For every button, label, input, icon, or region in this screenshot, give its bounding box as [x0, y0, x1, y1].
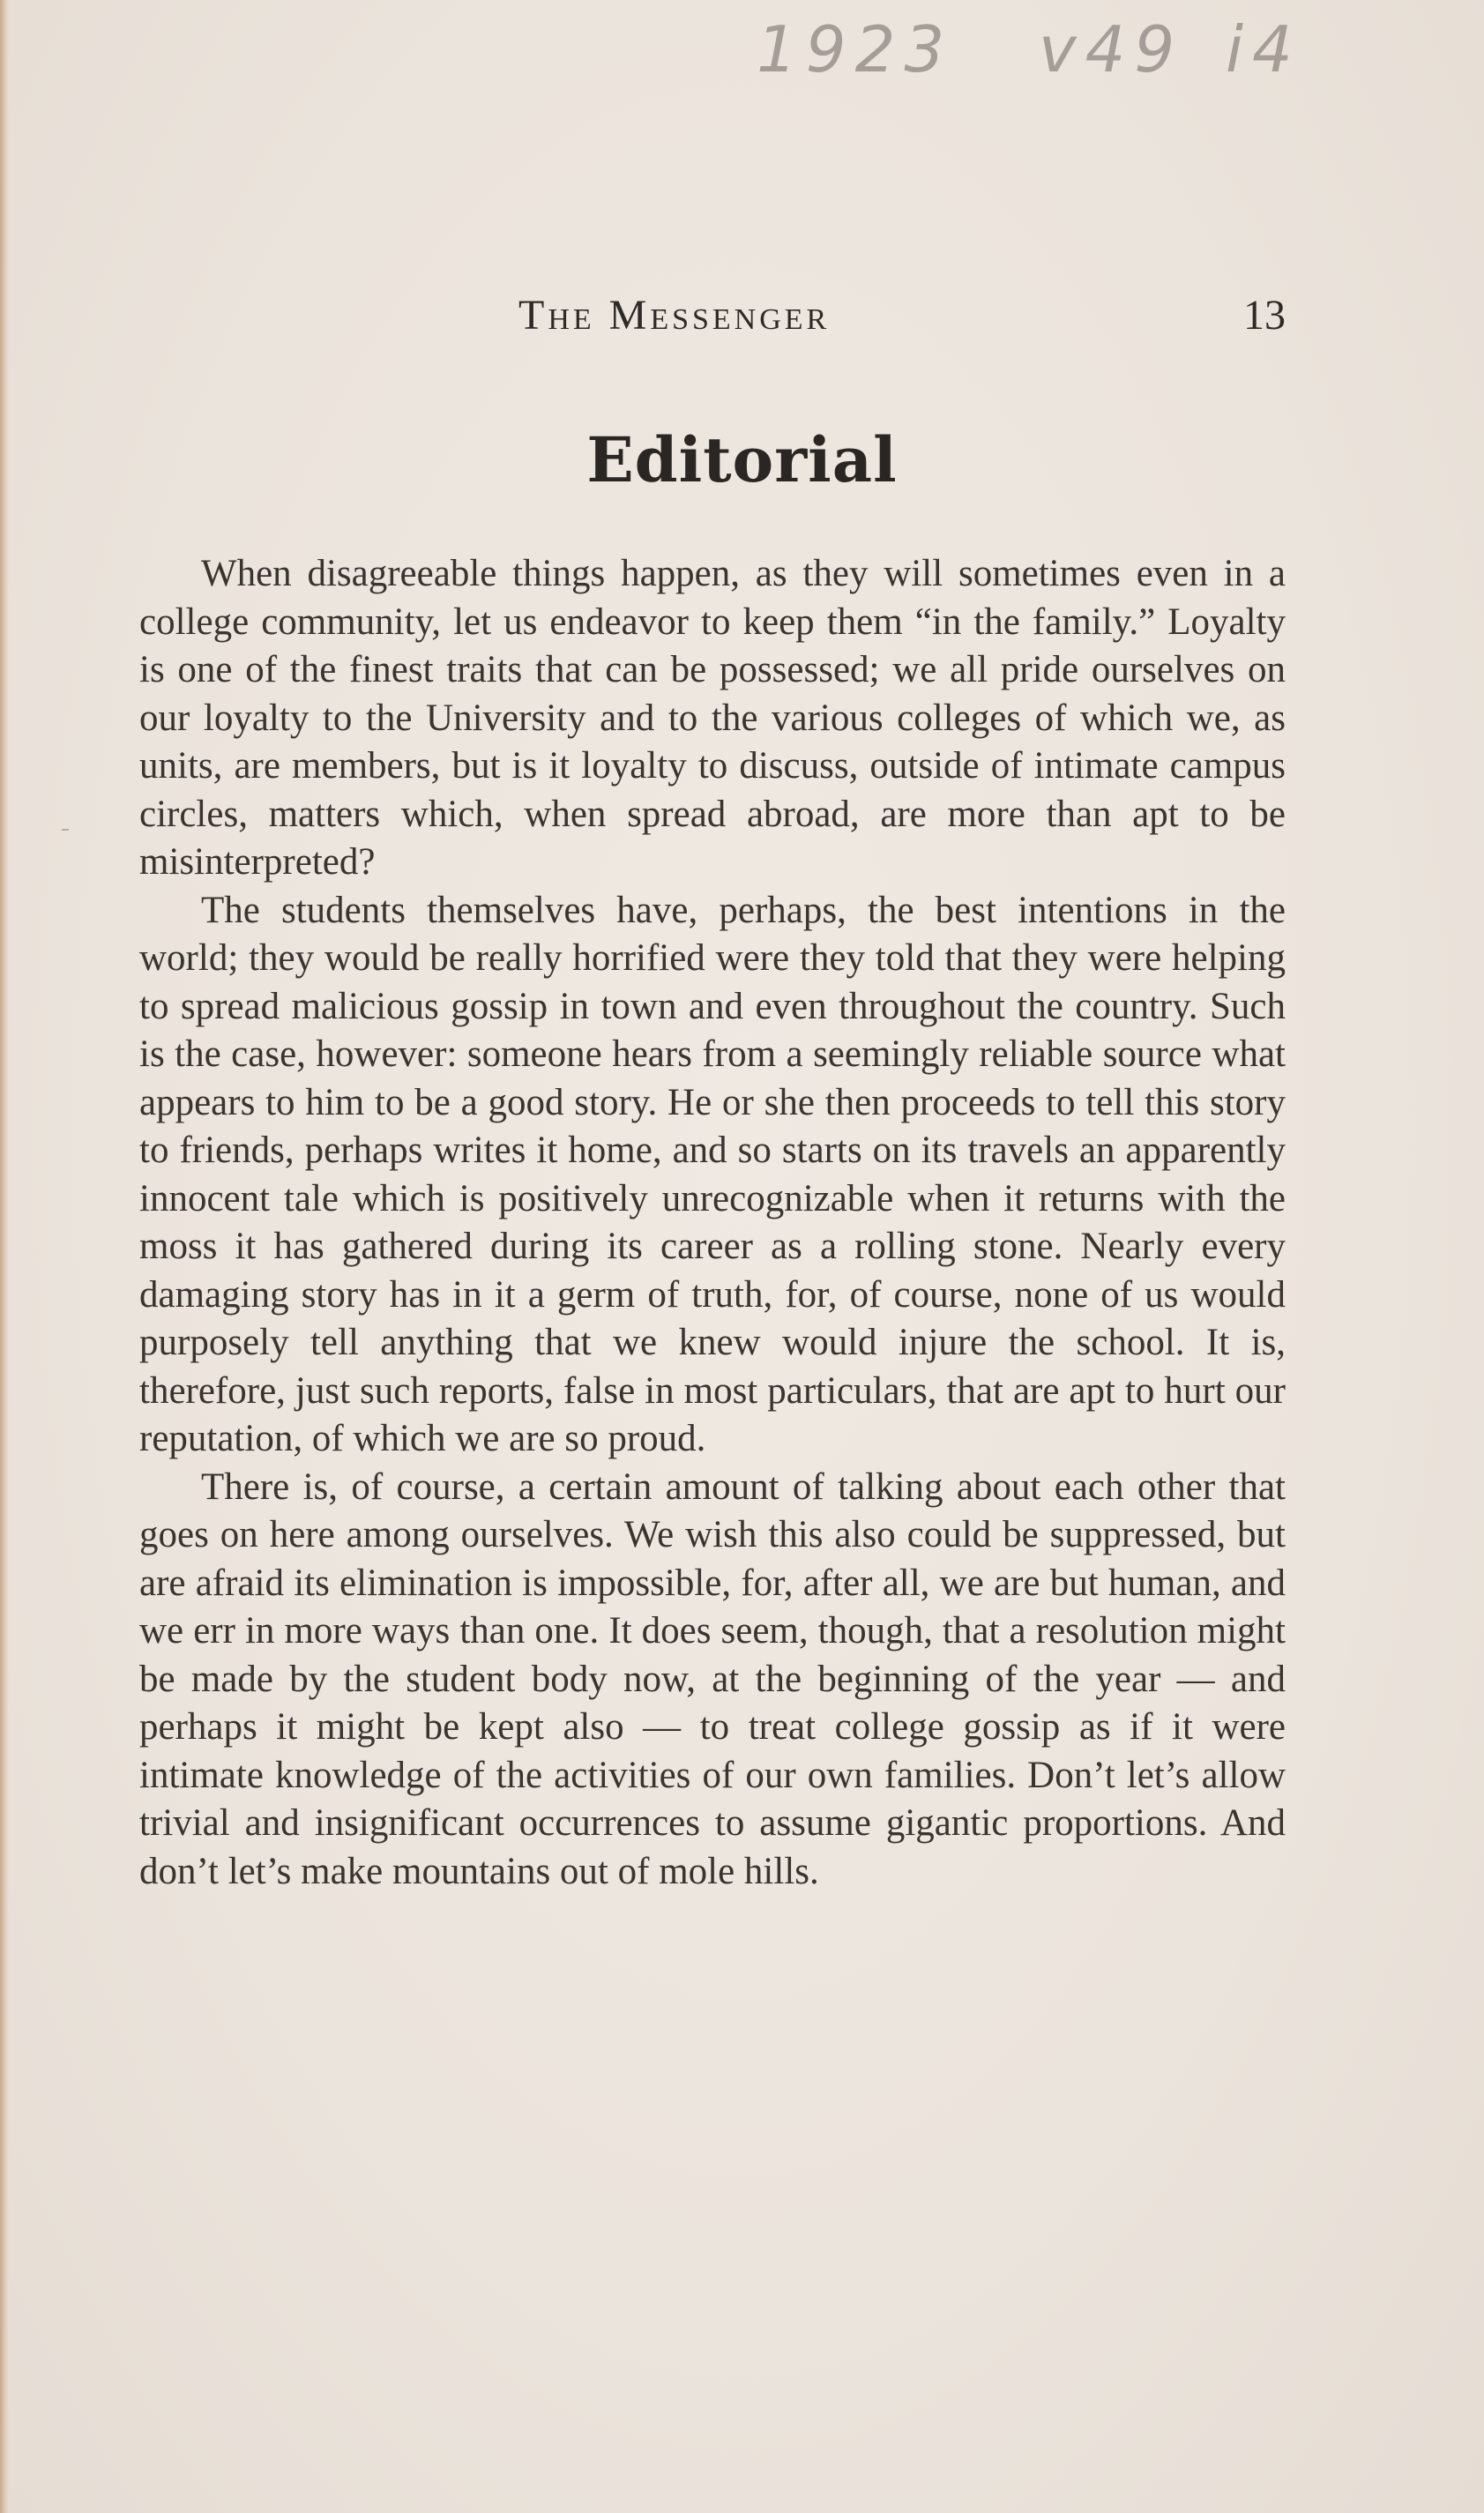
pencil-year-note: 1923 [757, 12, 954, 86]
paper-speck [62, 829, 69, 831]
article-paragraph-1: When disagreeable things happen, as they will sometimes even in a college community, let us endeavor to keep them “in the family.” Loyalty is one of the finest traits that can be possessed; we all pride ourselves on our loyalty to the University and to the various colleges of which we, as units, are members, but is it loyalty to discuss, outside of intimate campus circles, matters which, when spread abroad, are more than apt to be misinterpreted? [139, 553, 1286, 883]
running-header [518, 291, 1286, 344]
page-binding-edge [0, 0, 9, 2513]
article-paragraph-2: The students themselves have, perhaps, the best intentions in the world; they would be really horrified were they told that they were helping to spread malicious gossip in town and even throughout the country. Such is the case, however: someone hears from a seemingly reliable source what appears to him to be a good story. He or she then proceeds to tell this story to friends, perhaps writes it home, and so starts on its travels an apparently innocent tale which is positively unrecognizable when it returns with the moss it has gathered during its career as a rolling stone. Nearly every damaging story has in it a germ of truth, for, of course, none of us would purposely tell anything that we knew would injure the school. It is, therefore, just such reports, false in most particulars, that are apt to hurt our reputation, of which we are so proud. [139, 889, 1286, 1459]
section-heading: Editorial [586, 423, 898, 496]
pencil-volume-note: v49 [1039, 12, 1184, 86]
article-body [139, 550, 1286, 1896]
pencil-issue-note: i4 [1226, 12, 1301, 86]
article-paragraph-3: There is, of course, a certain amount of talking about each other that goes on here among ourselves. We wish this also could be suppressed, but are afraid its elimination is impossible, for, after all, we are but human, and we err in more ways than one. It does seem, though, that a resolution might be made by the student body now, at the beginning of the year — and perhaps it might be kept also — to treat college gossip as if it were intimate knowledge of the activities of our own families. Don’t let’s allow trivial and insignificant occurrences to assume gigantic proportions. And don’t let’s make mountains out of mole hills. [139, 1465, 1286, 1892]
page-number: 13 [1243, 292, 1286, 339]
journal-title: The Messenger [518, 292, 831, 339]
